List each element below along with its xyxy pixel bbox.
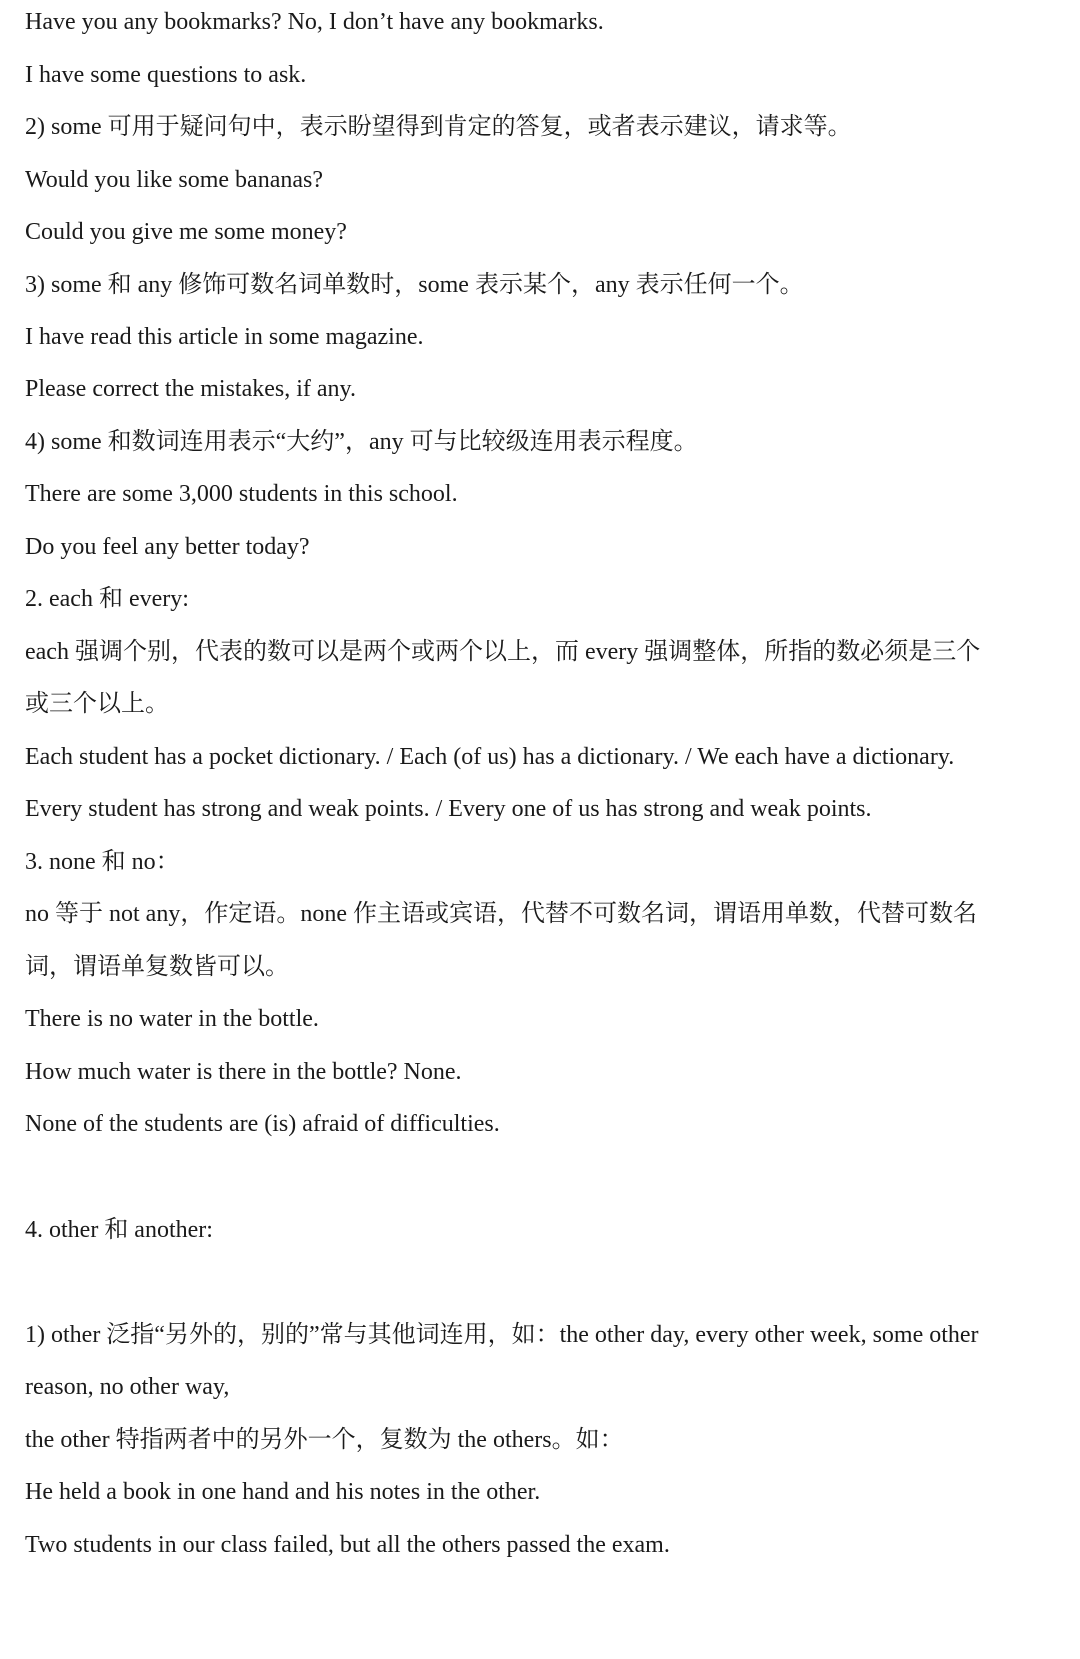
text-line: 3) some 和 any 修饰可数名词单数时，some 表示某个，any 表示任何一个。 xyxy=(25,272,804,298)
text-line: He held a book in one hand and his notes in the other. xyxy=(25,1479,541,1505)
text-line: Could you give me some money? xyxy=(25,219,347,245)
text-line: Each student has a pocket dictionary. / Each (of us) has a dictionary. / We each have a dictionary. xyxy=(25,744,955,770)
text-line: Two students in our class failed, but all the others passed the exam. xyxy=(25,1532,670,1558)
text-line: reason, no other way, xyxy=(25,1374,230,1400)
text-line: 2. each 和 every: xyxy=(25,586,189,612)
text-line: Would you like some bananas? xyxy=(25,167,323,193)
text-line: 4) some 和数词连用表示“大约”，any 可与比较级连用表示程度。 xyxy=(25,429,698,455)
text-line: no 等于 not any，作定语。none 作主语或宾语，代替不可数名词，谓语用单数，代替可数名 xyxy=(25,901,977,927)
text-line: each 强调个别，代表的数可以是两个或两个以上，而 every 强调整体，所指的数必须是三个 xyxy=(25,639,981,665)
text-line: the other 特指两者中的另外一个，复数为 the others。如： xyxy=(25,1427,624,1453)
text-line: Every student has strong and weak points. / Every one of us has strong and weak points. xyxy=(25,796,872,822)
text-line: 4. other 和 another: xyxy=(25,1217,213,1243)
text-line: There are some 3,000 students in this school. xyxy=(25,481,458,507)
text-line: Have you any bookmarks? No, I don’t have any bookmarks. xyxy=(25,9,604,35)
text-line: None of the students are (is) afraid of difficulties. xyxy=(25,1111,500,1137)
text-line: There is no water in the bottle. xyxy=(25,1006,319,1032)
text-line: 1) other 泛指“另外的，别的”常与其他词连用，如：the other day, every other week, some other xyxy=(25,1322,979,1348)
text-line: 词，谓语单复数皆可以。 xyxy=(25,954,289,980)
text-line: I have some questions to ask. xyxy=(25,62,307,88)
text-line: Please correct the mistakes, if any. xyxy=(25,376,356,402)
text-line: 3. none 和 no： xyxy=(25,849,180,875)
text-line: Do you feel any better today? xyxy=(25,534,310,560)
text-line: How much water is there in the bottle? None. xyxy=(25,1059,462,1085)
text-line: 或三个以上。 xyxy=(25,691,169,717)
text-line: I have read this article in some magazine. xyxy=(25,324,424,350)
text-line: 2) some 可用于疑问句中，表示盼望得到肯定的答复，或者表示建议，请求等。 xyxy=(25,114,852,140)
